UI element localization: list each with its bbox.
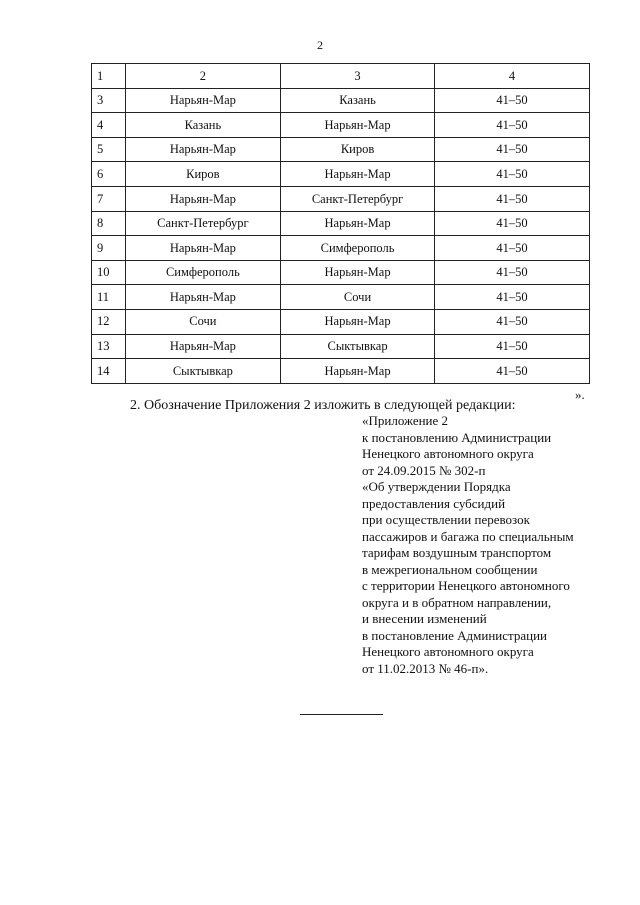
fare-cell: 41–50	[434, 137, 589, 162]
fare-cell: 41–50	[434, 359, 589, 384]
origin-cell: Нарьян-Мар	[125, 285, 281, 310]
origin-cell: Санкт-Петербург	[125, 211, 281, 236]
fare-cell: 41–50	[434, 236, 589, 261]
row-number-cell: 9	[92, 236, 126, 261]
destination-cell: Киров	[281, 137, 435, 162]
appendix-line: при осуществлении перевозок	[362, 512, 530, 527]
table-row	[92, 334, 590, 359]
destination-cell: Симферополь	[281, 236, 435, 261]
fare-cell: 41–50	[434, 88, 589, 113]
table-row	[92, 359, 590, 384]
row-number-cell: 13	[92, 334, 126, 359]
table-header-row	[92, 64, 590, 89]
fare-cell: 41–50	[434, 260, 589, 285]
table-row	[92, 113, 590, 138]
item-2-text: 2. Обозначение Приложения 2 изложить в следующей редакции:	[130, 398, 516, 413]
table-row	[92, 162, 590, 187]
appendix-line: Ненецкого автономного округа	[362, 446, 534, 461]
destination-cell: Казань	[281, 88, 435, 113]
end-divider	[300, 714, 383, 715]
destination-cell: Сочи	[281, 285, 435, 310]
table-row	[92, 285, 590, 310]
destination-cell: Нарьян-Мар	[281, 260, 435, 285]
row-number-cell: 10	[92, 260, 126, 285]
origin-cell: Симферополь	[125, 260, 281, 285]
row-number-cell: 5	[92, 137, 126, 162]
fare-cell: 41–50	[434, 113, 589, 138]
fare-cell: 41–50	[434, 211, 589, 236]
appendix-line: к постановлению Администрации	[362, 429, 552, 445]
fare-cell: 41–50	[434, 334, 589, 359]
page-number: 2	[317, 38, 323, 52]
table-header-cell: 4	[434, 64, 589, 89]
destination-cell: Нарьян-Мар	[281, 211, 435, 236]
origin-cell: Сочи	[125, 309, 281, 334]
routes-table	[91, 63, 590, 384]
fare-cell: 41–50	[434, 186, 589, 211]
destination-cell: Санкт-Петербург	[281, 186, 435, 211]
destination-cell: Сыктывкар	[281, 334, 435, 359]
appendix-line: «Об утверждении Порядка	[362, 479, 511, 494]
destination-cell: Нарьян-Мар	[281, 162, 435, 187]
appendix-line: округа и в обратном направлении,	[362, 594, 552, 610]
table-row	[92, 211, 590, 236]
table-row	[92, 186, 590, 211]
row-number-cell: 6	[92, 162, 126, 187]
fare-cell: 41–50	[434, 162, 589, 187]
origin-cell: Нарьян-Мар	[125, 334, 281, 359]
table-header-cell: 1	[92, 64, 126, 89]
appendix-line: «Приложение 2	[362, 413, 449, 428]
appendix-line: в постановление Администрации	[362, 627, 548, 643]
table-row	[92, 260, 590, 285]
row-number-cell: 11	[92, 285, 126, 310]
table-row	[92, 137, 590, 162]
appendix-line: от 11.02.2013 № 46-п».	[362, 660, 489, 676]
appendix-line: от 24.09.2015 № 302-п	[362, 462, 486, 478]
table-row	[92, 88, 590, 113]
appendix-heading-block	[362, 413, 574, 677]
appendix-line: предоставления субсидий	[362, 495, 506, 511]
row-number-cell: 12	[92, 309, 126, 334]
table-row	[92, 309, 590, 334]
fare-cell: 41–50	[434, 285, 589, 310]
fare-cell: 41–50	[434, 309, 589, 334]
row-number-cell: 8	[92, 211, 126, 236]
origin-cell: Сыктывкар	[125, 359, 281, 384]
appendix-line: с территории Ненецкого автономного	[362, 578, 570, 593]
row-number-cell: 3	[92, 88, 126, 113]
table-header-cell: 2	[125, 64, 281, 89]
origin-cell: Нарьян-Мар	[125, 88, 281, 113]
appendix-line: пассажиров и багажа по специальным	[362, 528, 574, 544]
row-number-cell: 14	[92, 359, 126, 384]
appendix-line: тарифам воздушным транспортом	[362, 545, 552, 560]
routes-table-body	[92, 64, 590, 384]
appendix-line: и внесении изменений	[362, 611, 487, 626]
origin-cell: Нарьян-Мар	[125, 186, 281, 211]
destination-cell: Нарьян-Мар	[281, 309, 435, 334]
origin-cell: Нарьян-Мар	[125, 137, 281, 162]
closing-quote: ».	[575, 387, 585, 402]
appendix-line: Ненецкого автономного округа	[362, 644, 534, 659]
origin-cell: Киров	[125, 162, 281, 187]
destination-cell: Нарьян-Мар	[281, 113, 435, 138]
origin-cell: Нарьян-Мар	[125, 236, 281, 261]
origin-cell: Казань	[125, 113, 281, 138]
destination-cell: Нарьян-Мар	[281, 359, 435, 384]
row-number-cell: 4	[92, 113, 126, 138]
table-row	[92, 236, 590, 261]
table-header-cell: 3	[281, 64, 435, 89]
row-number-cell: 7	[92, 186, 126, 211]
appendix-line: в межрегиональном сообщении	[362, 561, 538, 577]
